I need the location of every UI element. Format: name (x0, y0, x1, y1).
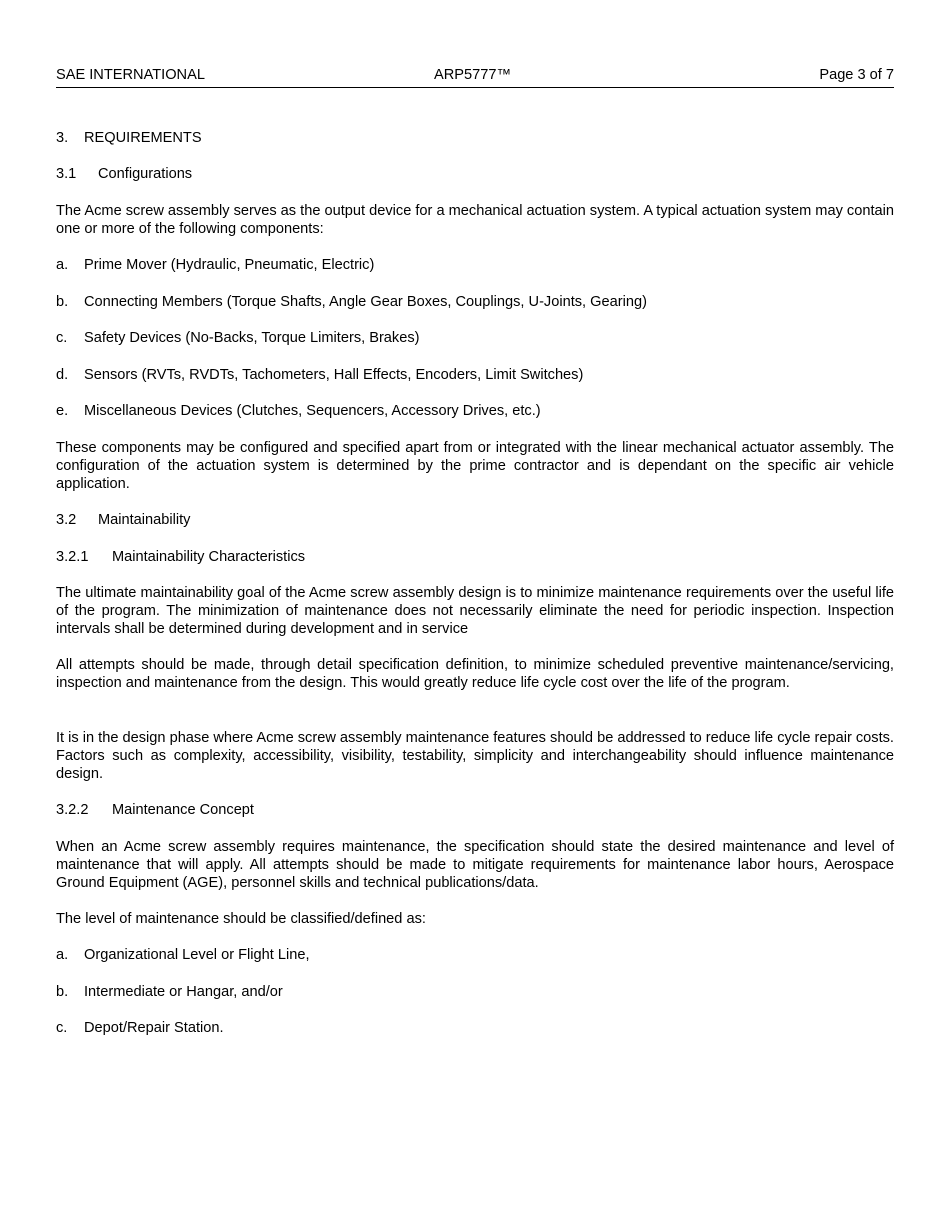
section-number: 3.2.1 (56, 549, 89, 565)
section-3-2-1-heading (56, 548, 894, 566)
paragraph-maintainability-goal: The ultimate maintainability goal of the Acme screw assembly design is to minimize maintenance requirements over the useful life of the program. The minimization of maintenance does not necessarily eliminate the need for periodic inspection. Inspection intervals shall be determined during development and in service (56, 585, 894, 637)
list-item (56, 293, 894, 311)
section-title: Maintenance Concept (112, 802, 254, 818)
list-item (56, 402, 894, 420)
paragraph-configurations-intro: The Acme screw assembly serves as the output device for a mechanical actuation system. A typical actuation system may contain one or more of the following components: (56, 203, 894, 237)
section-3-2-2-heading (56, 801, 894, 819)
list-text: Intermediate or Hangar, and/or (84, 984, 283, 1000)
list-item (56, 256, 894, 274)
section-title: REQUIREMENTS (84, 130, 202, 146)
list-item (56, 983, 894, 1001)
list-letter: a. (56, 947, 69, 963)
header-organization: SAE INTERNATIONAL (56, 67, 205, 83)
list-text: Sensors (RVTs, RVDTs, Tachometers, Hall Effects, Encoders, Limit Switches) (84, 367, 584, 383)
paragraph-maintainability-design: It is in the design phase where Acme screw assembly maintenance features should be addressed to reduce life cycle repair costs. Factors such as complexity, accessibility, visibility, testability, simplicity and interchangeability should influence maintenance design. (56, 730, 894, 782)
section-3-1-heading (56, 165, 894, 183)
list-text: Organizational Level or Flight Line, (84, 947, 310, 963)
list-text: Prime Mover (Hydraulic, Pneumatic, Electric) (84, 257, 375, 273)
section-number: 3. (56, 130, 69, 146)
list-item (56, 366, 894, 384)
list-item (56, 329, 894, 347)
section-number: 3.1 (56, 166, 77, 182)
list-text: Connecting Members (Torque Shafts, Angle Gear Boxes, Couplings, U-Joints, Gearing) (84, 294, 647, 310)
list-text: Depot/Repair Station. (84, 1020, 224, 1036)
section-number: 3.2.2 (56, 802, 89, 818)
list-text: Safety Devices (No-Backs, Torque Limiters, Brakes) (84, 330, 420, 346)
paragraph-maintainability-attempts: All attempts should be made, through detail specification definition, to minimize scheduled preventive maintenance/servicing, inspection and maintenance from the design. This would greatly reduce life cycle cost over the life of the program. (56, 657, 894, 691)
list-item (56, 946, 894, 964)
list-letter: e. (56, 403, 69, 419)
section-title: Maintainability Characteristics (112, 549, 306, 565)
list-text: Miscellaneous Devices (Clutches, Sequencers, Accessory Drives, etc.) (84, 403, 541, 419)
list-letter: b. (56, 294, 69, 310)
list-letter: b. (56, 984, 69, 1000)
paragraph-maintenance-concept: When an Acme screw assembly requires maintenance, the specification should state the desired maintenance and level of maintenance that will apply. All attempts should be made to mitigate requirements for maintenance labor hours, Aerospace Ground Equipment (AGE), personnel skills and technical publications/data. (56, 839, 894, 891)
section-3-heading (56, 129, 894, 147)
section-title: Configurations (98, 166, 193, 182)
section-3-2-heading (56, 511, 894, 529)
paragraph-configurations-summary: These components may be configured and specified apart from or integrated with the linear mechanical actuator assembly. The configuration of the actuation system is determined by the prime contractor and is dependant on the specific air vehicle application. (56, 440, 894, 492)
header-document-number: ARP5777™ (434, 67, 512, 83)
section-number: 3.2 (56, 512, 77, 528)
header-page-number: Page 3 of 7 (819, 67, 894, 83)
page-header (56, 66, 894, 88)
list-letter: a. (56, 257, 69, 273)
list-letter: c. (56, 1020, 68, 1036)
section-title: Maintainability (98, 512, 191, 528)
list-item (56, 1019, 894, 1037)
list-letter: d. (56, 367, 69, 383)
list-letter: c. (56, 330, 68, 346)
paragraph-maintenance-levels-intro: The level of maintenance should be classified/defined as: (56, 911, 426, 927)
